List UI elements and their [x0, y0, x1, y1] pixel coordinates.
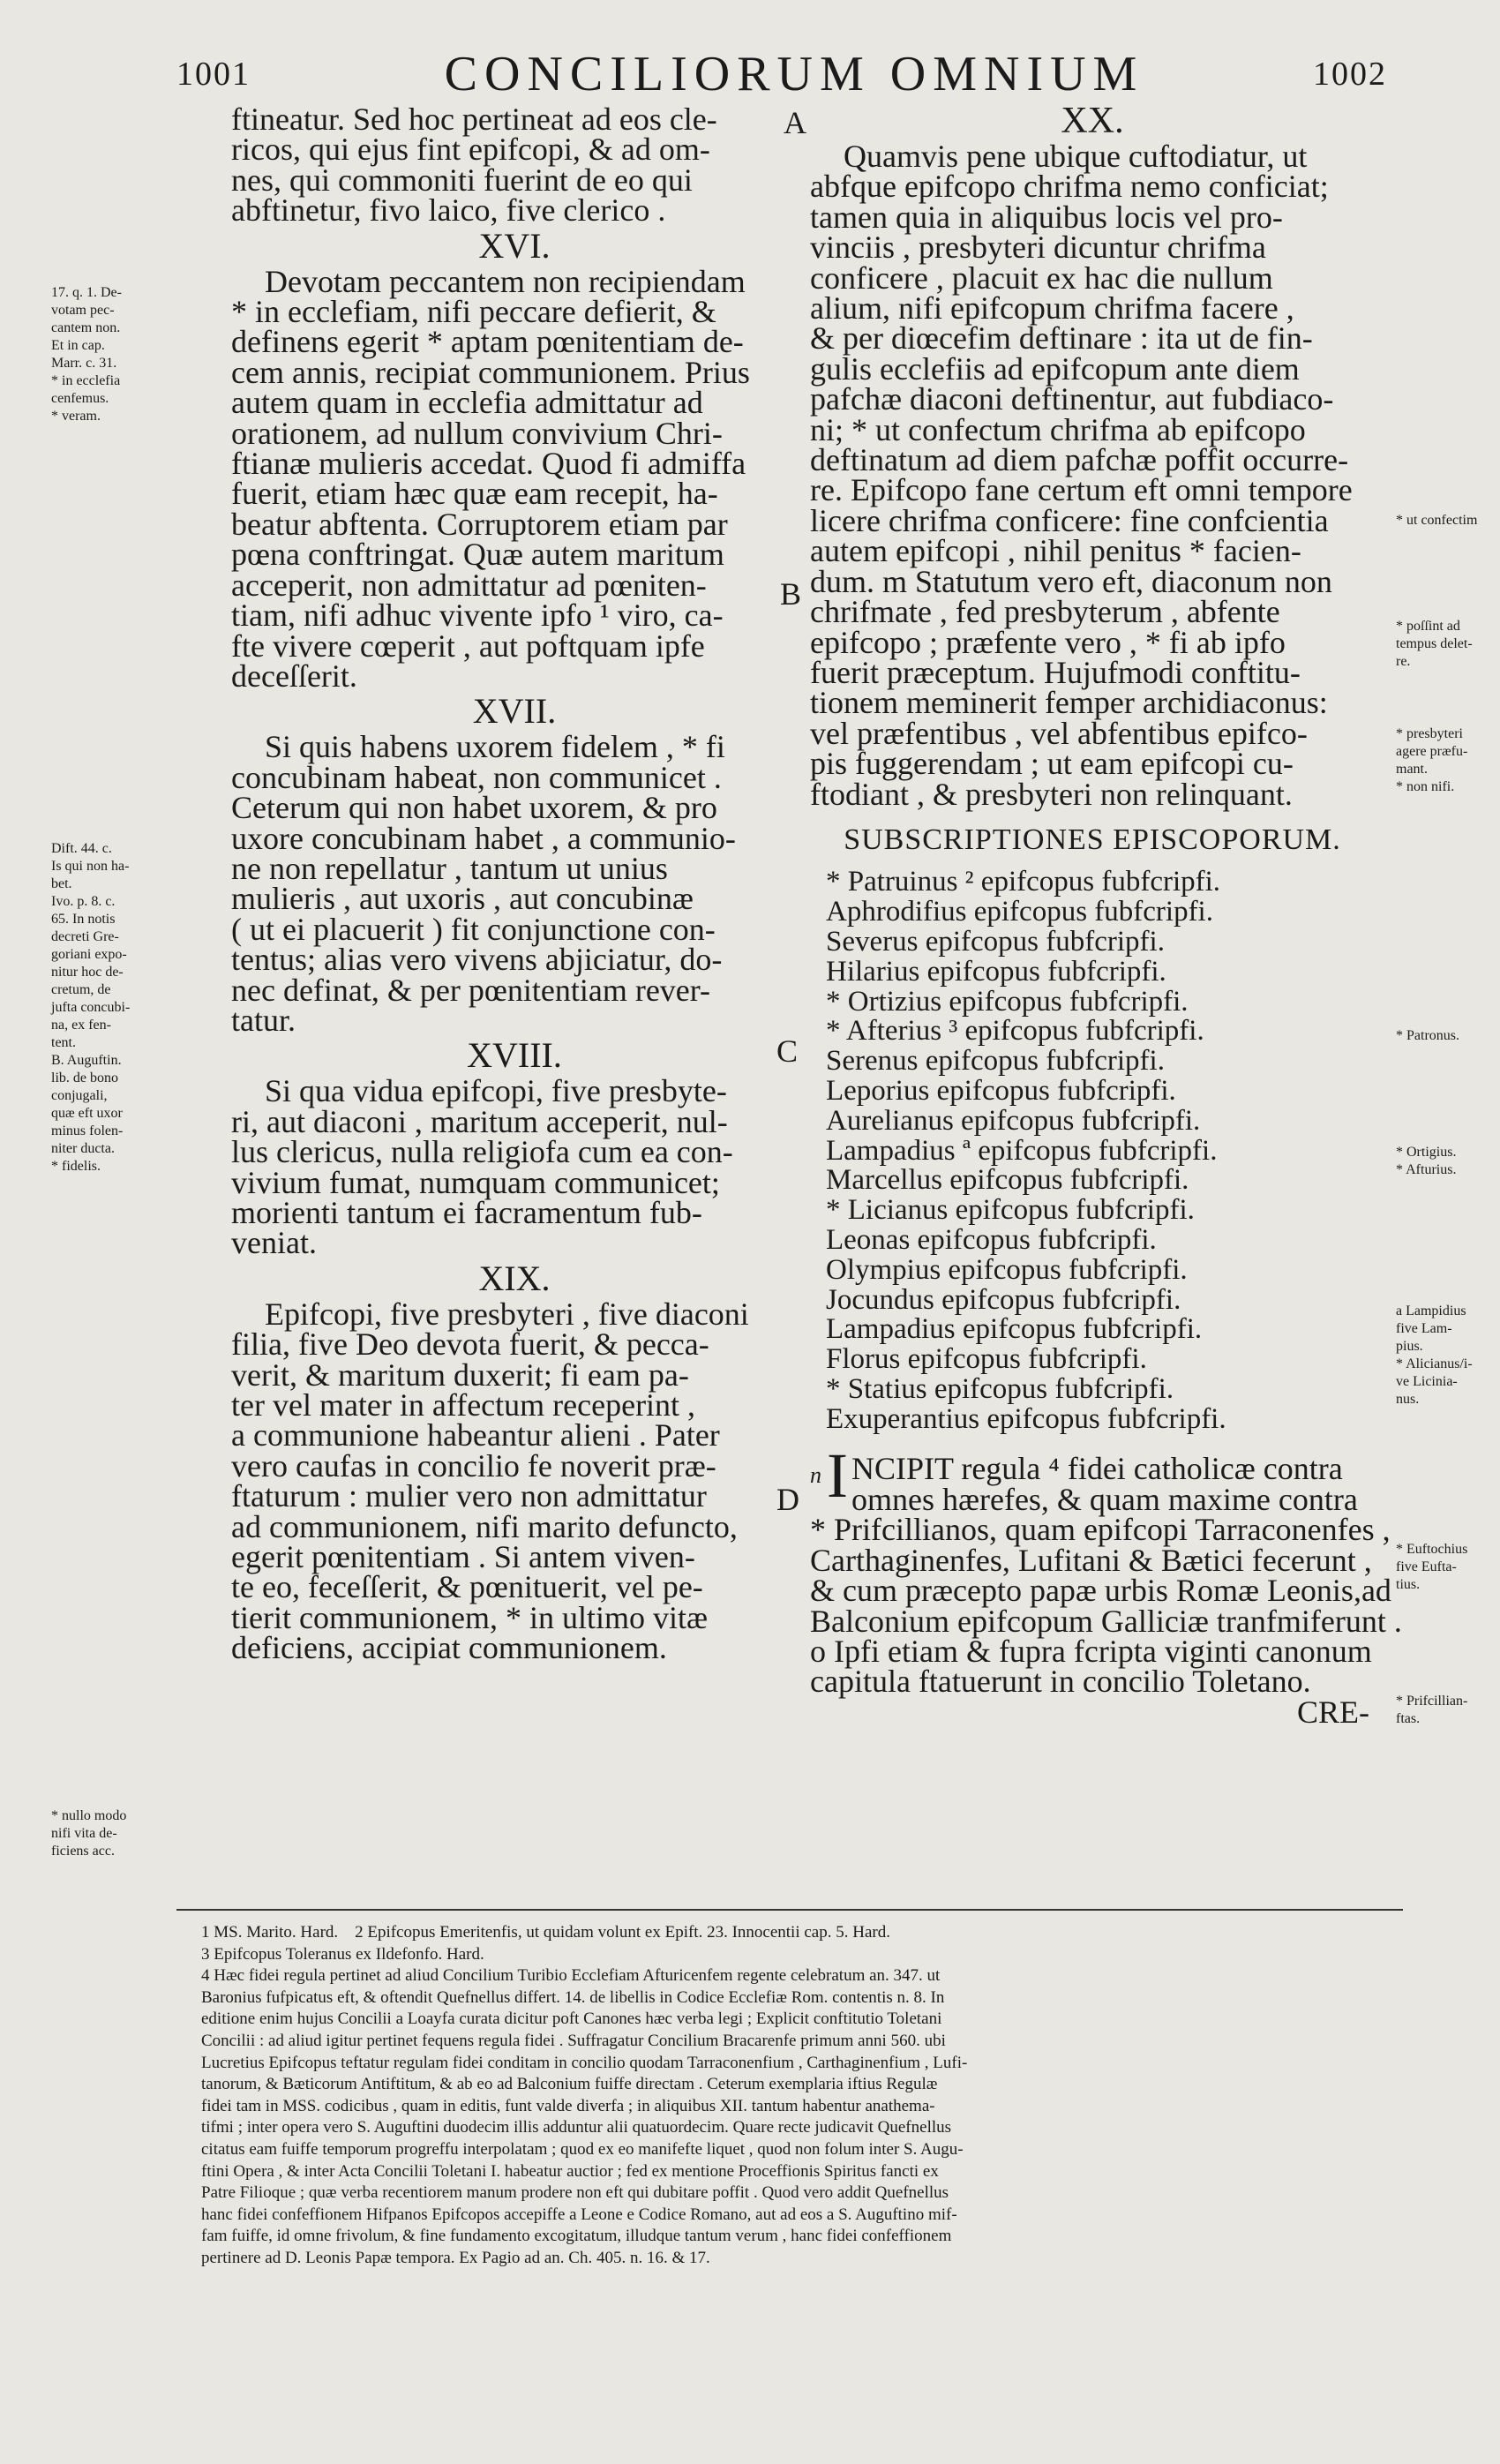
- text-line: dum. m Statutum vero eft, diaconum non: [810, 563, 1332, 599]
- margin-note-line: cretum, de: [51, 982, 111, 997]
- subscription-line: * Afterius ³ epifcopus fubfcripfi.: [826, 1015, 1204, 1048]
- margin-note-line: * Prifcillian-: [1396, 1694, 1468, 1709]
- section-number: XVIII.: [467, 1035, 562, 1076]
- margin-note-line: Et in cap.: [51, 338, 105, 353]
- margin-note-line: * Patronus.: [1396, 1028, 1459, 1043]
- incipit-paragraph: [810, 1440, 1402, 1730]
- right-margin-note: [1396, 512, 1500, 530]
- subscription-line: * Ortizius epifcopus fubfcripfi.: [826, 985, 1189, 1018]
- section-marker-c: C: [776, 1033, 799, 1069]
- text-line: * in ecclefiam, nifi peccare defierit, &: [231, 294, 716, 330]
- section-marker-d: D: [776, 1482, 799, 1517]
- subscription-line: Jocundus epifcopus fubfcripfi.: [826, 1283, 1181, 1316]
- text-line: deftinatum ad diem pafchæ poffit occurre-: [810, 442, 1349, 478]
- text-line: ftodiant , & presbyteri non relinquant.: [810, 776, 1293, 812]
- margin-note-line: * Euftochius: [1396, 1542, 1468, 1557]
- section-number: XX.: [1061, 101, 1124, 141]
- margin-note-line: na, ex fen-: [51, 1018, 111, 1033]
- left-intro: [231, 101, 798, 229]
- footnote-line: editione enim hujus Concilii a Loayfa curata dicitur poft Canones hæc verba legi ; Explicit conftitutio Toletani: [201, 2010, 942, 2029]
- margin-note-line: bet.: [51, 876, 72, 891]
- text-line: lus clericus, nulla religiofa cum ea con-: [231, 1134, 733, 1170]
- margin-note-line: tent.: [51, 1035, 76, 1050]
- text-line: veniat.: [231, 1225, 317, 1261]
- text-line: tentus; alias vero vivens abjiciatur, do-: [231, 942, 723, 978]
- text-line: a communione habeantur alieni . Pater: [231, 1417, 720, 1454]
- text-line: concubinam habeat, non communicet .: [231, 759, 722, 795]
- text-line: ( ut ei placuerit ) fit conjunctione con-: [231, 911, 716, 947]
- right-margin-note: [1396, 725, 1500, 796]
- text-line: deficiens, accipiat communionem.: [231, 1630, 667, 1666]
- margin-note-line: nifi vita de-: [51, 1826, 117, 1841]
- text-line: re. Epifcopo fane certum eft omni tempore: [810, 472, 1353, 508]
- margin-note-line: * nullo modo: [51, 1808, 127, 1823]
- text-line: Si quis habens uxorem fidelem , * fi: [265, 729, 725, 765]
- text-line: gulis ecclefiis ad epifcopum ante diem: [810, 350, 1300, 387]
- text-line: uxore concubinam habet , a communio-: [231, 820, 736, 856]
- footnote-line: citatus eam fuiffe temporum progreffu interpolatam ; quod ex eo manifefte liquet , quod non folum inter S. Augu-: [201, 2139, 964, 2159]
- margin-note-line: tius.: [1396, 1577, 1421, 1592]
- text-line: Si qua vidua epifcopi, five presbyte-: [265, 1073, 727, 1109]
- subscription-line: Exuperantius epifcopus fubfcripfi.: [826, 1402, 1226, 1435]
- footnote-line: 3 Epifcopus Toleranus ex Ildefonfo. Hard.: [201, 1944, 484, 1964]
- margin-note-line: * veram.: [51, 409, 101, 424]
- right-margin-note: [1396, 1027, 1500, 1045]
- subscription-line: * Statius epifcopus fubfcripfi.: [826, 1372, 1174, 1405]
- footnote-line: tanorum, & Bæticorum Antiftitum, & ab eo ad Balconium fuiffe directam . Ceterum exemplaria iftius Regulæ: [201, 2075, 938, 2094]
- section-number: XVI.: [478, 225, 551, 266]
- subscriptions-heading: SUBSCRIPTIONES EPISCOPORUM.: [844, 823, 1341, 856]
- text-line: alium, nifi epifcopum chrifma facere ,: [810, 290, 1294, 327]
- subscription-line: Lampadius ª epifcopus fubfcripfi.: [826, 1134, 1218, 1167]
- incipit-prefix: n: [810, 1462, 821, 1489]
- text-line: * Prifcillianos, quam epifcopi Tarraconenfes ,: [810, 1512, 1391, 1548]
- text-line: licere chrifma conficere: fine confcientia: [810, 502, 1329, 538]
- footnote-line: 1 MS. Marito. Hard. 2 Epifcopus Emeritenfis, ut quidam volunt ex Epift. 23. Innocentii cap. 5. Hard.: [201, 1923, 890, 1942]
- margin-note-line: B. Auguftin.: [51, 1053, 122, 1068]
- text-line: tierit communionem, * in ultimo vitæ: [231, 1599, 708, 1635]
- subscriptions-list: [810, 868, 1375, 1434]
- right-margin-note: [1396, 1541, 1500, 1594]
- text-line: filia, five Deo devota fuerit, & pecca-: [231, 1326, 709, 1363]
- text-line: tatur.: [231, 1002, 296, 1038]
- section-xvii: [231, 691, 798, 1038]
- incipit-initial: I: [827, 1440, 848, 1512]
- margin-note-line: re.: [1396, 654, 1411, 669]
- subscription-line: Leonas epifcopus fubfcripfi.: [826, 1223, 1157, 1256]
- margin-note-line: * Ortigius.: [1396, 1145, 1457, 1160]
- subscription-line: * Patruinus ² epifcopus fubfcripfi.: [826, 866, 1221, 898]
- running-header: [0, 46, 1500, 108]
- text-line: abftinetur, fivo laico, five clerico .: [231, 192, 666, 229]
- margin-note-line: agere præfu-: [1396, 744, 1468, 759]
- subscription-line: Serenus epifcopus fubfcripfi.: [826, 1045, 1165, 1078]
- right-column: [810, 101, 1402, 1730]
- text-line: beatur abftenta. Corruptorem etiam par: [231, 506, 728, 542]
- text-line: orationem, ad nullum convivium Chri-: [231, 415, 723, 451]
- margin-note-line: * Alicianus/i-: [1396, 1356, 1473, 1371]
- section-xvi: [231, 225, 798, 694]
- margin-note-line: conjugali,: [51, 1088, 108, 1103]
- text-line: fuerit præceptum. Hujufmodi conftitu-: [810, 654, 1301, 690]
- left-page-number: 1001: [176, 56, 251, 93]
- margin-note-line: nitur hoc de-: [51, 965, 124, 980]
- text-line: vel præfentibus , vel abfentibus epifco-: [810, 715, 1308, 751]
- text-line: pis fuggerendam ; ut eam epifcopi cu-: [810, 746, 1294, 782]
- margin-note-line: * poſſint ad: [1396, 619, 1460, 634]
- section-marker-b: B: [780, 576, 802, 612]
- section-number: XIX.: [478, 1258, 551, 1298]
- footnote-line: Baronius fufpicatus eft, & oftendit Quefnellus differt. 14. de libellis in Codice Ecclefiæ Rom. contentis n. 8. In: [201, 1987, 945, 2007]
- margin-note-line: tempus delet-: [1396, 636, 1473, 651]
- subscription-line: Lampadius epifcopus fubfcripfi.: [826, 1313, 1203, 1346]
- text-line: ni; * ut confectum chrifma ab epifcopo: [810, 411, 1306, 447]
- margin-note-line: decreti Gre-: [51, 929, 119, 944]
- text-line: mulieris , aut uxoris , aut concubinæ: [231, 881, 694, 917]
- margin-note-line: niter ducta.: [51, 1141, 115, 1156]
- margin-note-line: Dift. 44. c.: [51, 841, 112, 856]
- text-line: ad communionem, nifi marito defuncto,: [231, 1508, 738, 1544]
- text-line: nes, qui commoniti fuerint de eo qui: [231, 162, 693, 198]
- footnote-line: Concilii : ad aliud igitur pertinet fequens regula fidei . Suffragatur Concilium Bracarenfe primum anni 560. ubi: [201, 2031, 946, 2050]
- section-xviii: [231, 1035, 798, 1261]
- text-line: vivium fumat, numquam communicet;: [231, 1164, 720, 1200]
- text-line: te eo, feceſſerit, & pœnituerit, vel pe-: [231, 1569, 703, 1605]
- text-line: abfque epifcopo chrifma nemo conficiat;: [810, 169, 1329, 205]
- text-line: Ceterum qui non habet uxorem, & pro: [231, 790, 717, 826]
- margin-note-line: pius.: [1396, 1339, 1423, 1354]
- text-line: NCIPIT regula ⁴ fidei catholicæ contra: [851, 1451, 1343, 1487]
- margin-note-line: Is qui non ha-: [51, 859, 130, 874]
- margin-note-line: Ivo. p. 8. c.: [51, 894, 116, 909]
- margin-note-line: goriani expo-: [51, 947, 127, 962]
- text-line: o Ipfi etiam & fupra fcripta viginti canonum: [810, 1633, 1372, 1669]
- text-line: fuerit, etiam hæc quæ eam recepit, ha-: [231, 476, 718, 512]
- text-line: ri, aut diaconi , maritum acceperit, nul-: [231, 1103, 728, 1139]
- text-line: acceperit, non admittatur ad pœniten-: [231, 567, 707, 603]
- footnote-line: fam fuiffe, id omne frivolum, & fine fundamento excogitatum, illudque tantum verum , hanc fidei confeffionem: [201, 2227, 952, 2246]
- subscription-line: * Licianus epifcopus fubfcripfi.: [826, 1194, 1195, 1227]
- text-line: pafchæ diaconi deftinentur, aut fubdiaco-: [810, 381, 1334, 417]
- text-line: egerit pœnitentiam . Si antem viven-: [231, 1539, 695, 1575]
- running-title: CONCILIORUM OMNIUM: [444, 47, 1144, 101]
- text-line: definens egerit * aptam pœnitentiam de-: [231, 324, 744, 360]
- text-line: vero caufas in concilio fe noverit præ-: [231, 1447, 716, 1484]
- subscription-line: Leporius epifcopus fubfcripfi.: [826, 1074, 1176, 1107]
- left-margin-note: [51, 284, 206, 425]
- text-line: chrifmate , fed presbyterum , abfente: [810, 594, 1280, 630]
- margin-note-line: minus folen-: [51, 1123, 124, 1138]
- margin-note-line: * in ecclefia: [51, 373, 121, 388]
- text-line: epifcopo ; præfente vero , * fi ab ipfo: [810, 624, 1286, 660]
- text-line: ricos, qui ejus fint epifcopi, & ad om-: [231, 131, 710, 168]
- text-line: Carthaginenfes, Lufitani & Bætici fecerunt ,: [810, 1542, 1372, 1578]
- text-line: ne non repellatur , tantum ut unius: [231, 850, 668, 886]
- text-line: fte vivere cœperit , aut poftquam ipfe: [231, 627, 705, 664]
- text-line: ter vel mater in affectum receperint ,: [231, 1387, 696, 1424]
- margin-note-line: a Lampidius: [1396, 1303, 1466, 1318]
- margin-note-line: cantem non.: [51, 320, 121, 335]
- margin-note-line: * Afturius.: [1396, 1162, 1457, 1177]
- margin-note-line: cenfemus.: [51, 391, 109, 406]
- right-page-number: 1002: [1313, 56, 1387, 93]
- left-margin-note: [51, 840, 206, 1176]
- margin-note-line: mant.: [1396, 762, 1428, 777]
- footnote-line: pertinere ad D. Leonis Papæ tempora. Ex Pagio ad an. Ch. 405. n. 16. & 17.: [201, 2248, 710, 2267]
- text-line: deceſſerit.: [231, 657, 357, 694]
- margin-note-line: jufta concubi-: [51, 1000, 131, 1015]
- section-xix: [231, 1258, 798, 1666]
- text-line: Quamvis pene ubique cuftodiatur, ut: [844, 139, 1308, 174]
- right-margin-note: [1396, 1693, 1500, 1728]
- text-line: autem epifcopi , nihil penitus * facien-: [810, 533, 1301, 569]
- left-column: [231, 101, 798, 1666]
- footnote-line: Patre Filioque ; quæ verba recentiorem manum prodere non eft qui dubitare poffit . Quod vero addit Quefnellus: [201, 2183, 949, 2203]
- right-margin-note: [1396, 1303, 1500, 1409]
- text-line: cem annis, recipiat communionem. Prius: [231, 354, 750, 390]
- text-line: ftineatur. Sed hoc pertineat ad eos cle-: [231, 101, 717, 137]
- margin-note-line: * presbyteri: [1396, 726, 1463, 741]
- text-line: ftianæ mulieris accedat. Quod fi admiffa: [231, 446, 746, 482]
- margin-note-line: votam pec-: [51, 303, 115, 318]
- right-margin-note: [1396, 618, 1500, 671]
- text-line: conficere , placuit ex hac die nullum: [810, 259, 1273, 296]
- text-line: tamen quia in aliquibus locis vel pro-: [810, 199, 1283, 235]
- margin-note-line: quæ eft uxor: [51, 1106, 123, 1121]
- text-line: autem quam in ecclefia admittatur ad: [231, 385, 703, 421]
- subscription-line: Aphrodifius epifcopus fubfcripfi.: [826, 896, 1213, 928]
- margin-note-line: five Lam-: [1396, 1321, 1452, 1336]
- footnote-divider: [176, 1909, 1403, 1911]
- subscription-line: Olympius epifcopus fubfcripfi.: [826, 1253, 1188, 1286]
- margin-note-line: * fidelis.: [51, 1159, 101, 1174]
- subscription-line: Florus epifcopus fubfcripfi.: [826, 1343, 1147, 1376]
- margin-note-line: * ut confectim: [1396, 513, 1478, 528]
- text-line: tiam, nifi adhuc vivente ipfo ¹ viro, ca-: [231, 597, 724, 634]
- text-line: pœna conftringat. Quæ autem maritum: [231, 537, 724, 573]
- margin-note-line: * non nifi.: [1396, 779, 1455, 794]
- subscription-line: Hilarius epifcopus fubfcripfi.: [826, 955, 1166, 988]
- text-line: Epifcopi, five presbyteri , five diaconi: [265, 1296, 749, 1332]
- text-line: morienti tantum ei facramentum fub-: [231, 1195, 702, 1230]
- subscription-line: Marcellus epifcopus fubfcripfi.: [826, 1164, 1189, 1197]
- text-line: nec definat, & per pœnitentiam rever-: [231, 972, 711, 1008]
- footnote-line: hanc fidei confeffionem Hifpanos Epifcopos accepiffe a Leone e Codice Romano, aut ad eos a S. Auguftino mif-: [201, 2205, 957, 2224]
- margin-note-line: 65. In notis: [51, 912, 116, 927]
- left-margin-note: [51, 1807, 206, 1860]
- section-xx: [810, 139, 1375, 812]
- margin-note-line: ftas.: [1396, 1711, 1421, 1726]
- subscription-line: Aurelianus epifcopus fubfcripfi.: [826, 1104, 1201, 1137]
- text-line: capitula ftatuerunt in concilio Toletano.: [810, 1664, 1311, 1700]
- footnote-line: ftini Opera , & inter Acta Concilii Toletani I. habeatur auctior ; fed ex mentione Proceffionis Spiritus fancti ex: [201, 2161, 939, 2181]
- catchword: CRE-: [1296, 1694, 1369, 1730]
- text-line: vinciis , presbyteri dicuntur chrifma: [810, 229, 1266, 266]
- margin-note-line: ve Licinia-: [1396, 1374, 1458, 1389]
- footnotes: [201, 1922, 1403, 2270]
- text-line: omnes hærefes, & quam maxime contra: [851, 1481, 1358, 1517]
- section-number: XVII.: [472, 691, 557, 732]
- footnote-line: Lucretius Epifcopus teftatur regulam fidei conditam in concilio quodam Tarraconenfium , Carthaginenfium , Lufi-: [201, 2053, 968, 2072]
- margin-note-line: nus.: [1396, 1392, 1420, 1407]
- text-line: Balconium epifcopum Galliciæ tranfmiferunt .: [810, 1603, 1402, 1639]
- text-line: & per diœcefim deftinare : ita ut de fin-: [810, 320, 1313, 357]
- text-line: Devotam peccantem non recipiendam: [265, 263, 746, 299]
- margin-note-line: Marr. c. 31.: [51, 356, 117, 371]
- right-margin-note: [1396, 1144, 1500, 1179]
- footnote-line: fidei tam in MSS. codicibus , quam in editis, funt valde diverfa ; in aliquibus XII. tantum habentur anathema-: [201, 2096, 935, 2115]
- margin-note-line: lib. de bono: [51, 1070, 118, 1086]
- footnote-line: 4 Hæc fidei regula pertinet ad aliud Concilium Turibio Ecclefiam Afturicenfem regente celebratum an. 347. ut: [201, 1966, 941, 1986]
- section-marker-a: A: [784, 105, 806, 140]
- text-line: verit, & maritum duxerit; fi eam pa-: [231, 1356, 689, 1393]
- text-line: tionem meminerit femper archidiaconus:: [810, 685, 1328, 721]
- margin-note-line: ficiens acc.: [51, 1844, 115, 1859]
- text-line: ftaturum : mulier vero non admittatur: [231, 1478, 707, 1514]
- text-line: & cum præcepto papæ urbis Romæ Leonis,ad: [810, 1573, 1391, 1609]
- margin-note-line: 17. q. 1. De-: [51, 285, 122, 300]
- footnote-line: tifmi ; inter opera vero S. Auguftini duodecim illis adduntur alii quatuordecim. Quare recte judicavit Quefnellus: [201, 2118, 952, 2137]
- subscription-line: Severus epifcopus fubfcripfi.: [826, 925, 1165, 958]
- margin-note-line: five Eufta-: [1396, 1559, 1457, 1574]
